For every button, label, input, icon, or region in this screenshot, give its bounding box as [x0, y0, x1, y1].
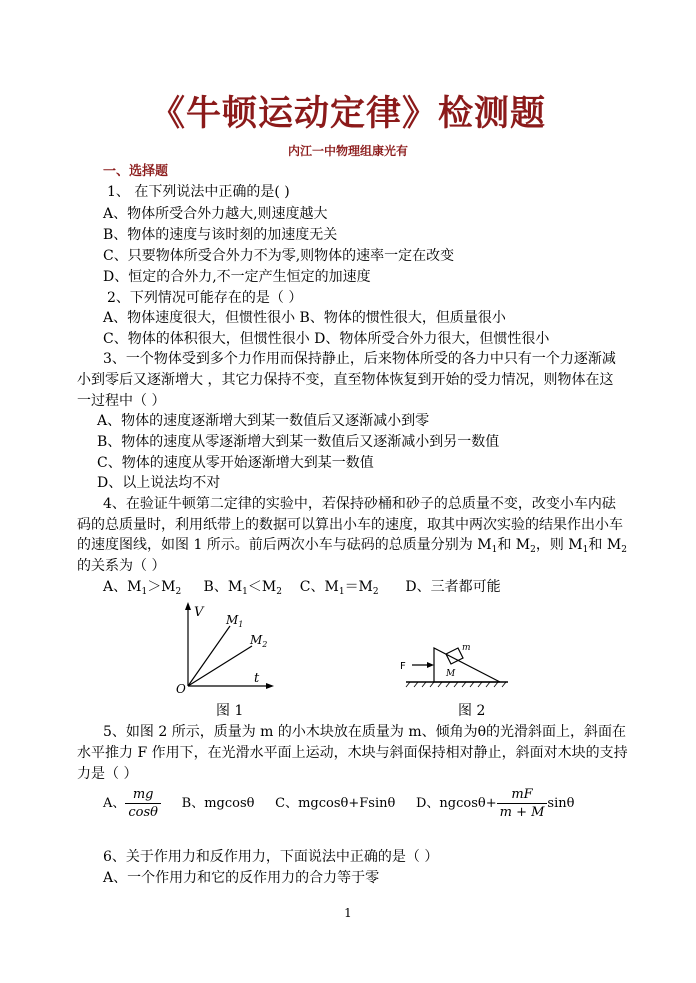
q3-option-c: C、物体的速度从零开始逐渐增大到某一数值	[97, 455, 374, 471]
q3-stem-line1: 3、一个物体受到多个力作用而保持静止，后来物体所受的各力中只有一个力逐渐减	[103, 351, 616, 367]
figure-1-velocity-graph	[170, 600, 280, 695]
q4-option-b: B、$M_1<M_2$	[203, 579, 282, 597]
origin-label: O	[176, 682, 186, 695]
m1-label: $M_1$	[226, 613, 244, 629]
q4-option-a: A、$M_1>M_2$	[103, 579, 182, 597]
y-axis-label: V	[194, 605, 204, 620]
q5-options	[103, 786, 574, 822]
figure-1-caption: 图 1	[216, 703, 244, 719]
q2-options-cd: C、物体的体积很大，但惯性很小 D、物体所受合外力很大，但惯性很小	[103, 331, 550, 347]
q4-options	[103, 578, 501, 601]
q3-option-d: D、以上说法均不对	[97, 475, 221, 491]
q6-stem: 6、关于作用力和反作用力，下面说法中正确的是（ ）	[103, 849, 439, 865]
q4-option-c: C、$M_1=M_2$	[299, 579, 379, 597]
ground-hatching	[406, 682, 506, 687]
line-m2	[188, 646, 252, 686]
q5-stem-line2: 水平推力 F 作用下，在光滑水平面上运动，木块与斜面保持相对静止，斜面对木块的支持	[77, 745, 628, 761]
q2-stem: 2、下列情况可能存在的是（ ）	[107, 290, 303, 306]
q5-option-d: D、ngcosθ+ $\frac{mF}{m + M}$ sinθ	[415, 787, 575, 820]
author-line: 内江一中物理组康光有	[287, 144, 408, 158]
fraction-d: $\frac{mF}{m + M}$	[497, 786, 548, 821]
q4-option-d: D、三者都可能	[405, 579, 501, 595]
fraction-a: $\frac{mg}{\cos\theta}$	[125, 786, 161, 821]
q5-option-c: C、mgcosθ+Fsinθ	[275, 796, 396, 811]
q1-option-b: B、物体的速度与该时刻的加速度无关	[103, 227, 338, 243]
section-heading: 一、选择题	[103, 164, 169, 179]
q1-stem: 1、 在下列说法中正确的是( )	[107, 184, 290, 200]
q3-stem-line2: 小到零后又逐渐增大 ，其它力保持不变，直至物体恢复到开始的受力情况，则物体在这	[77, 372, 614, 388]
q5-stem-line3: 力是（ ）	[77, 766, 138, 782]
x-axis-arrow	[266, 683, 274, 689]
q3-option-b: B、物体的速度从零逐渐增大到某一数值后又逐渐减小到另一数值	[97, 434, 500, 450]
y-axis-arrow	[185, 602, 191, 610]
q3-option-a: A、物体的速度逐渐增大到某一数值后又逐渐减小到零	[97, 413, 430, 429]
x-axis-label: t	[254, 671, 260, 686]
line-m1	[188, 626, 230, 686]
block-label: m	[462, 643, 471, 653]
page-title: 《牛顿运动定律》检测题	[149, 94, 546, 134]
q1-option-c: C、只要物体所受合外力不为零,则物体的速率一定在改变	[103, 248, 455, 264]
page-number: 1	[344, 906, 352, 920]
q4-stem-line4: 的关系为（ ）	[77, 558, 166, 574]
force-label: F	[400, 661, 406, 672]
q1-option-d: D、恒定的合外力,不一定产生恒定的加速度	[103, 269, 371, 285]
q4-stem-line2: 码的总质量时，利用纸带上的数据可以算出小车的速度，取其中两次实验的结果作出小车	[77, 517, 623, 533]
q1-option-a: A、物体所受合外力越大,则速度越大	[103, 206, 328, 222]
figure-2-incline	[396, 610, 516, 690]
force-arrow-head	[427, 662, 434, 668]
q5-stem-line1: 5、如图 2 所示，质量为 m 的小木块放在质量为 m、倾角为θ的光滑斜面上，斜面在	[103, 724, 627, 740]
q5-option-b: B、mgcosθ	[181, 796, 255, 811]
q6-option-a: A、一个作用力和它的反作用力的合力等于零	[103, 870, 380, 886]
figure-2-caption: 图 2	[458, 703, 486, 719]
q2-options-ab: A、物体速度很大，但惯性很小 B、物体的惯性很大，但质量很小	[103, 310, 506, 326]
m2-label: $M_2$	[250, 633, 268, 649]
q5-option-a: A、 $\frac{mg}{\cos\theta}$	[103, 796, 161, 811]
q4-stem-line3: 的速度图线，如图 1 所示。前后两次小车与砝码的总质量分别为 $M_1$和 $M_2$，则 $M_1$和 $M_2$	[77, 537, 627, 555]
wedge-label: M	[446, 669, 456, 679]
q3-stem-line3: 一过程中（ ）	[77, 393, 166, 409]
q4-stem-line1: 4、在验证牛顿第二定律的实验中，若保持砂桶和砂子的总质量不变，改变小车内砝	[103, 496, 616, 512]
wedge	[434, 648, 500, 682]
